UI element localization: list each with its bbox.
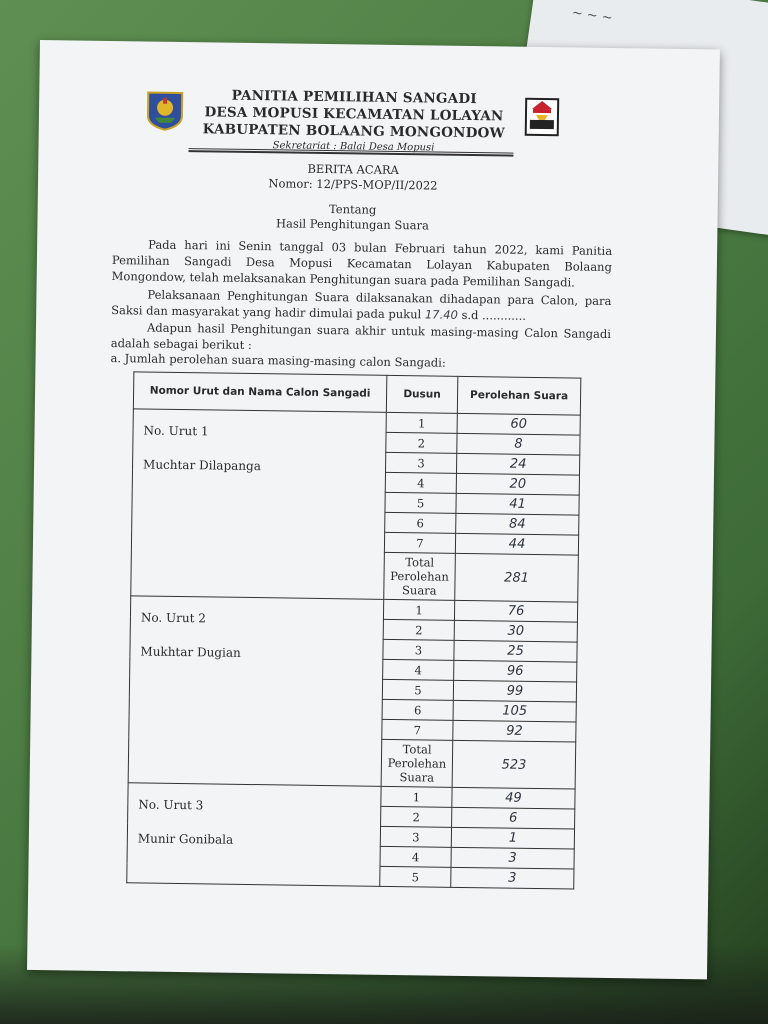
dusun-cell: 2 — [383, 619, 454, 640]
start-time: 17.40 — [424, 307, 458, 322]
letterhead — [188, 87, 519, 155]
candidate-number: No. Urut 2 — [140, 610, 207, 626]
total-votes: 281 — [455, 553, 579, 602]
paragraph-2: Pelaksanaan Penghitungan Suara dilaksanakan dihadapan para Calon, para Saksi dan masyarakat yang hadir dimulai pada pukul 17.40 s.d ............ — [111, 287, 612, 323]
votes-cell: 60 — [457, 413, 580, 435]
votes-cell: 44 — [455, 533, 578, 555]
votes-cell: 30 — [454, 620, 577, 642]
header-line-3: KABUPATEN BOLAANG MONGONDOW — [202, 121, 505, 142]
doc-subject: Hasil Penghitungan Suara — [275, 216, 429, 233]
votes-cell: 105 — [453, 700, 576, 722]
votes-cell: 25 — [454, 640, 577, 662]
candidate-name: Mukhtar Dugian — [140, 644, 241, 660]
dusun-cell: 4 — [383, 659, 454, 680]
votes-cell: 20 — [456, 473, 579, 495]
candidate-cell — [131, 409, 387, 600]
header-line-1: PANITIA PEMILIHAN SANGADI — [231, 87, 477, 108]
candidate-number: No. Urut 3 — [138, 797, 204, 813]
dusun-cell: 7 — [382, 719, 453, 740]
votes-cell: 92 — [453, 720, 576, 742]
votes-cell: 96 — [454, 660, 577, 682]
votes-cell: 8 — [457, 433, 580, 455]
col-candidate-header: Nomor Urut dan Nama Calon Sangadi — [133, 372, 386, 413]
votes-cell: 3 — [451, 847, 574, 869]
item-a: a. Jumlah perolehan suara masing-masing calon Sangadi: — [110, 351, 446, 370]
candidate-number: No. Urut 1 — [143, 423, 209, 439]
dusun-cell: 6 — [382, 699, 453, 720]
dusun-cell: 5 — [385, 492, 456, 513]
candidate-name: Muchtar Dilapanga — [142, 457, 262, 474]
dusun-cell: 2 — [386, 432, 457, 453]
dusun-cell: 4 — [385, 472, 456, 493]
dusun-cell: 1 — [381, 786, 452, 807]
background-sheet: ~ ~ ~ — [505, 0, 768, 240]
total-label: Total Perolehan Suara — [384, 552, 456, 600]
candidate-cell — [128, 596, 384, 787]
dusun-cell: 5 — [382, 679, 453, 700]
votes-cell: 76 — [454, 600, 577, 622]
candidate-cell — [127, 783, 381, 887]
dusun-cell: 6 — [385, 512, 456, 533]
document-title — [187, 160, 518, 235]
dusun-cell: 1 — [386, 412, 457, 433]
dusun-cell: 3 — [380, 826, 451, 847]
doc-type: BERITA ACARA — [307, 161, 400, 178]
votes-cell: 99 — [453, 680, 576, 702]
secretariat: Sekretariat : Balai Desa Mopusi — [272, 140, 435, 154]
results-table — [126, 371, 581, 889]
candidate-name: Munir Gonibala — [137, 831, 234, 847]
regency-emblem-icon — [144, 89, 187, 132]
document-page — [27, 40, 720, 979]
dusun-cell: 5 — [380, 866, 451, 887]
dusun-cell: 7 — [384, 532, 455, 553]
dusun-cell: 2 — [381, 806, 452, 827]
votes-cell: 24 — [456, 453, 579, 475]
doc-number: Nomor: 12/PPS-MOP/II/2022 — [268, 176, 438, 193]
dusun-cell: 1 — [383, 599, 454, 620]
votes-cell: 41 — [456, 493, 579, 515]
votes-cell: 84 — [456, 513, 579, 535]
votes-cell: 49 — [452, 787, 575, 809]
election-commission-logo-icon — [521, 95, 564, 138]
total-label: Total Perolehan Suara — [381, 739, 453, 787]
votes-cell: 3 — [451, 867, 574, 889]
votes-cell: 6 — [452, 807, 575, 829]
paragraph-1: Pada hari ini Senin tanggal 03 bulan Februari tahun 2022, kami Panitia Pemilihan Sangadi Desa Mopusi Kecamatan Lolayan Kabupaten Bolaang Mongondow, telah melaksanakan Penghitungan suara pada Pemilihan Sangadi. — [111, 237, 613, 290]
dusun-cell: 4 — [380, 846, 451, 867]
about-label: Tentang — [328, 202, 377, 217]
dusun-cell: 3 — [385, 452, 456, 473]
total-votes: 523 — [452, 740, 576, 789]
col-dusun-header: Dusun — [386, 375, 458, 413]
header-line-2: DESA MOPUSI KECAMATAN LOLAYAN — [204, 104, 504, 125]
paragraph-3: Adapun hasil Penghitungan suara akhir untuk masing-masing Calon Sangadi adalah sebagai berikut : — [110, 320, 612, 352]
votes-cell: 1 — [451, 827, 574, 849]
dusun-cell: 3 — [383, 639, 454, 660]
col-votes-header: Perolehan Suara — [457, 376, 581, 415]
